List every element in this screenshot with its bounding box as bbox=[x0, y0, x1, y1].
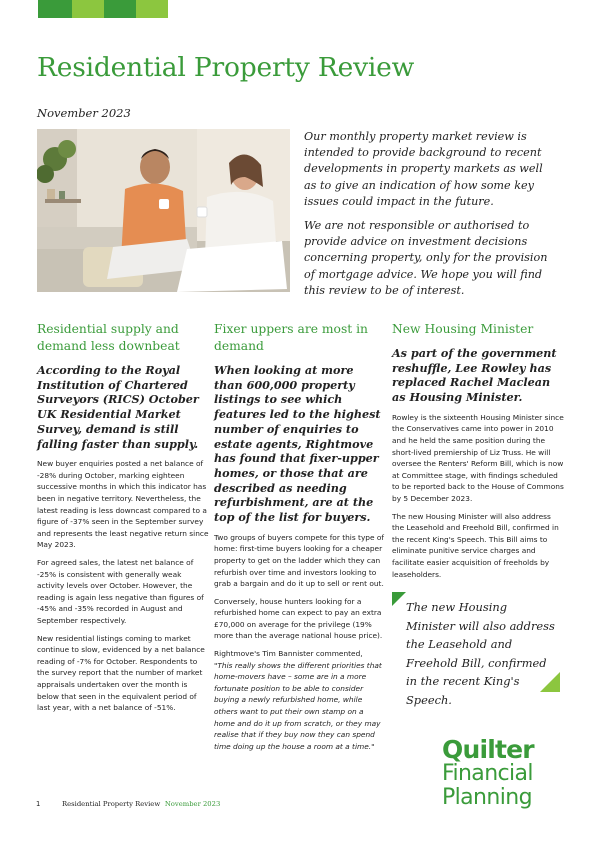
footer-month: November 2023 bbox=[164, 800, 221, 808]
issue-date: November 2023 bbox=[37, 106, 131, 120]
article-paragraph: For agreed sales, the latest net balance of -25% is consistent with generally weak activity levels over October. However, the reading is again less negative than figures of -45% and -35% recorded in August and September respectively. bbox=[37, 557, 204, 625]
page-title: Residential Property Review bbox=[37, 52, 415, 83]
article-paragraph: The new Housing Minister will also address the Leasehold and Freehold Bill, confirmed in the recent King's Speech. This Bill aims to eliminate punitive service charges and facilitate easier acquisition of freeholds by leaseholders. bbox=[392, 511, 559, 579]
logo-line: Planning bbox=[442, 785, 532, 810]
article-lead: As part of the government reshuffle, Lee Rowley has replaced Rachel Maclean as Housing Minister. bbox=[392, 346, 557, 405]
article-paragraph: New buyer enquiries posted a net balance of -28% during October, marking eighteen successive months in which this indicator has been in negative territory. Nevertheless, the latest reading is less downcast compared to a figure of -37% seen in the September survey and represents the least negative return since May 2023. bbox=[37, 459, 209, 550]
article-heading: Residential supply and demand less downbeat bbox=[37, 322, 180, 353]
article-heading: New Housing Minister bbox=[392, 322, 534, 336]
intro-paragraph: Our monthly property market review is intended to provide background to recent developments in property markets as well as to give an indication of how some key issues could impact in the future. bbox=[304, 130, 543, 208]
article-heading: Fixer uppers are most in demand bbox=[214, 322, 368, 353]
article-quote: "This really shows the different priorities that home-movers have – some are in a more fortunate position to be able to consider buying a newly refurbished home, while others want to put their own stamp on a home and do it up from scratch, or they may realise that if they buy now they can spend time doing up the house a room at a time." bbox=[214, 660, 382, 751]
pull-quote-text: The new Housing Minister will also address the Leasehold and Freehold Bill, confirmed in the recent King's Speech. bbox=[406, 600, 555, 707]
intro-text bbox=[304, 129, 556, 307]
disclaimer-paragraph: We are not responsible or authorised to provide advice on investment decisions concerning property, only for the provision of mortgage advice. We hope you will find this review to be of interest. bbox=[304, 219, 548, 297]
article-paragraph: Two groups of buyers compete for this type of home: first-time buyers looking for a cheaper property to get on the ladder which they can refurbish over time and investors looking to grab a bargain and do it up to sell or rent out. bbox=[214, 532, 385, 589]
footer-publication: Residential Property Review bbox=[62, 800, 161, 808]
pull-quote bbox=[392, 592, 560, 707]
quote-corner-bottom-right-icon bbox=[540, 672, 560, 692]
quote-corner-top-left-icon bbox=[392, 592, 406, 606]
page-number: 1 bbox=[36, 800, 41, 808]
logo-line: Financial bbox=[442, 761, 533, 786]
article-lead: When looking at more than 600,000 property listings to see which features led to the highest number of enquiries to estate agents, Rightmove has found that fixer-upper homes, or those that are described as needing refurbishment, are at the top of the list for buyers. bbox=[214, 363, 381, 525]
article-paragraph: Rowley is the sixteenth Housing Minister since the Conservatives came into power in 2010 and he held the same position during the short-lived premiership of Liz Truss. He will oversee the Renters' Reform Bill, which is now at Committee stage, with findings scheduled to be reported back to the House of Commons by 5 December 2023. bbox=[392, 412, 564, 503]
article-fixer-uppers bbox=[214, 321, 386, 752]
article-housing-minister bbox=[392, 321, 564, 586]
article-paragraph: New residential listings coming to market continue to slow, evidenced by a net balance reading of -7% for October. Respondents to the survey report that the number of market appraisals undertaken over the month is below that seen in the equivalent period of last year, with a net balance of -51%. bbox=[37, 633, 205, 713]
hero-photo bbox=[37, 129, 290, 292]
article-paragraph: Rightmove's Tim Bannister commented, bbox=[214, 649, 363, 659]
header-accent-bars bbox=[38, 0, 168, 18]
quilter-logo bbox=[442, 735, 534, 810]
couple-on-sofa-illustration bbox=[37, 129, 290, 292]
article-paragraph: Conversely, house hunters looking for a refurbished home can expect to pay an extra £70,000 on average for the privilege (19% more than the average national house price). bbox=[214, 596, 383, 641]
article-supply-demand bbox=[37, 321, 209, 720]
article-lead: According to the Royal Institution of Chartered Surveyors (RICS) October UK Residential Market Survey, demand is still falling faster than supply. bbox=[37, 363, 199, 451]
page-footer bbox=[36, 800, 220, 808]
logo-line: Quilter bbox=[442, 735, 534, 764]
